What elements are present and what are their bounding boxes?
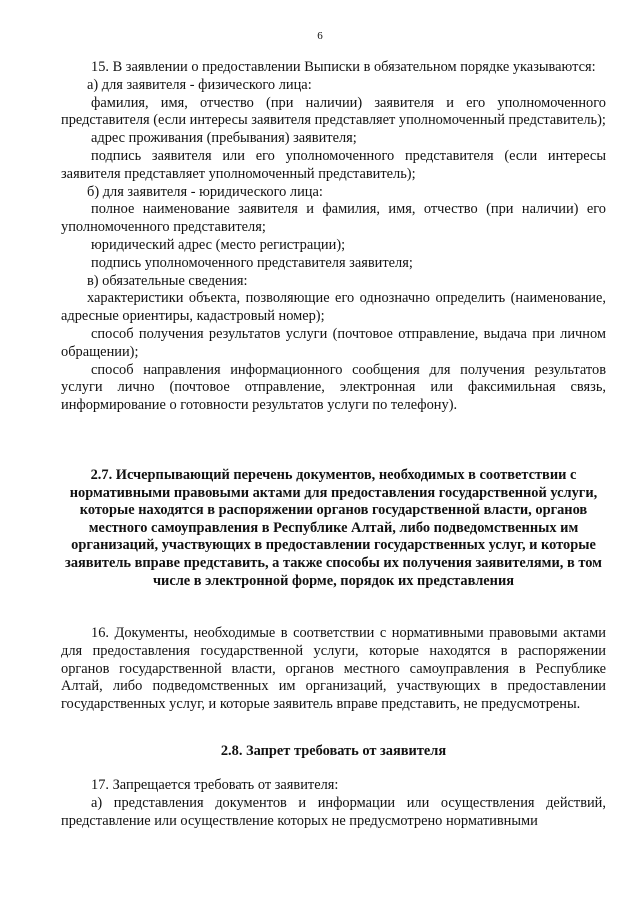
list-item: адрес проживания (пребывания) заявителя;: [91, 130, 357, 147]
paragraph-17: 17. Запрещается требовать от заявителя:: [91, 777, 339, 793]
list-item: полное наименование заявителя и фамилия, имя, отчество (при наличии) его уполномоченного представителя;: [61, 201, 606, 236]
list-item: юридический адрес (место регистрации);: [91, 236, 346, 253]
page-number: 6: [317, 30, 323, 42]
paragraph-16-block: [61, 625, 606, 714]
section-2-8: [61, 743, 606, 761]
section-2-7: [61, 467, 606, 590]
list-item: способ получения результатов услуги (почтовое отправление, выдача при личном обращении);: [61, 325, 606, 360]
section-heading-2-7: 2.7. Исчерпывающий перечень документов, необходимых в соответствии с нормативными правовыми актами для предоставления государственной услуги, которые находятся в распоряжении органов государственной власти, органов местного самоуправления в Республике Алтай, либо подведомственных им организаций, участвующих в предоставлении государственных услуг, и которые заявитель вправе представить, а также способы их получения заявителями, в том числе в электронной форме, порядок их представления: [65, 467, 602, 589]
section-heading-2-8: 2.8. Запрет требовать от заявителя: [220, 743, 447, 759]
paragraph-17-block: [61, 777, 606, 830]
subsection-c-label: в) обязательные сведения:: [87, 272, 248, 289]
list-item: фамилия, имя, отчество (при наличии) заявителя и его уполномоченного представителя (если интересы заявителя представляет уполномоченный представитель);: [61, 94, 606, 129]
paragraph-16: 16. Документы, необходимые в соответствии с нормативными правовыми актами для предоставления государственной услуги, которые находятся в распоряжении органов государственной власти, органов местного самоуправления в Республике Алтай, либо подведомственных им организаций, участвующих в предоставлении государственных услуг, и которые заявитель вправе представить, не предусмотрены.: [61, 625, 606, 713]
paragraph-15-intro: 15. В заявлении о предоставлении Выписки в обязательном порядке указываются:: [91, 59, 596, 75]
subsection-b-label: б) для заявителя - юридического лица:: [87, 183, 323, 200]
subsection-a-label: а) для заявителя - физического лица:: [87, 76, 312, 93]
list-item: подпись уполномоченного представителя заявителя;: [91, 254, 413, 271]
list-item: подпись заявителя или его уполномоченного представителя (если интересы заявителя представляет уполномоченный представитель);: [61, 147, 606, 182]
list-item: способ направления информационного сообщения для получения результатов услуги лично (почтовое отправление, электронная или факсимильная связь, информирование о готовности результатов услуги по телефону).: [61, 361, 606, 414]
section-15: [61, 59, 606, 415]
paragraph-17a: а) представления документов и информации или осуществления действий, представление или осуществление которых не предусмотрено нормативными: [61, 794, 606, 829]
list-item: характеристики объекта, позволяющие его однозначно определить (наименование, адресные ориентиры, кадастровый номер);: [61, 290, 606, 325]
